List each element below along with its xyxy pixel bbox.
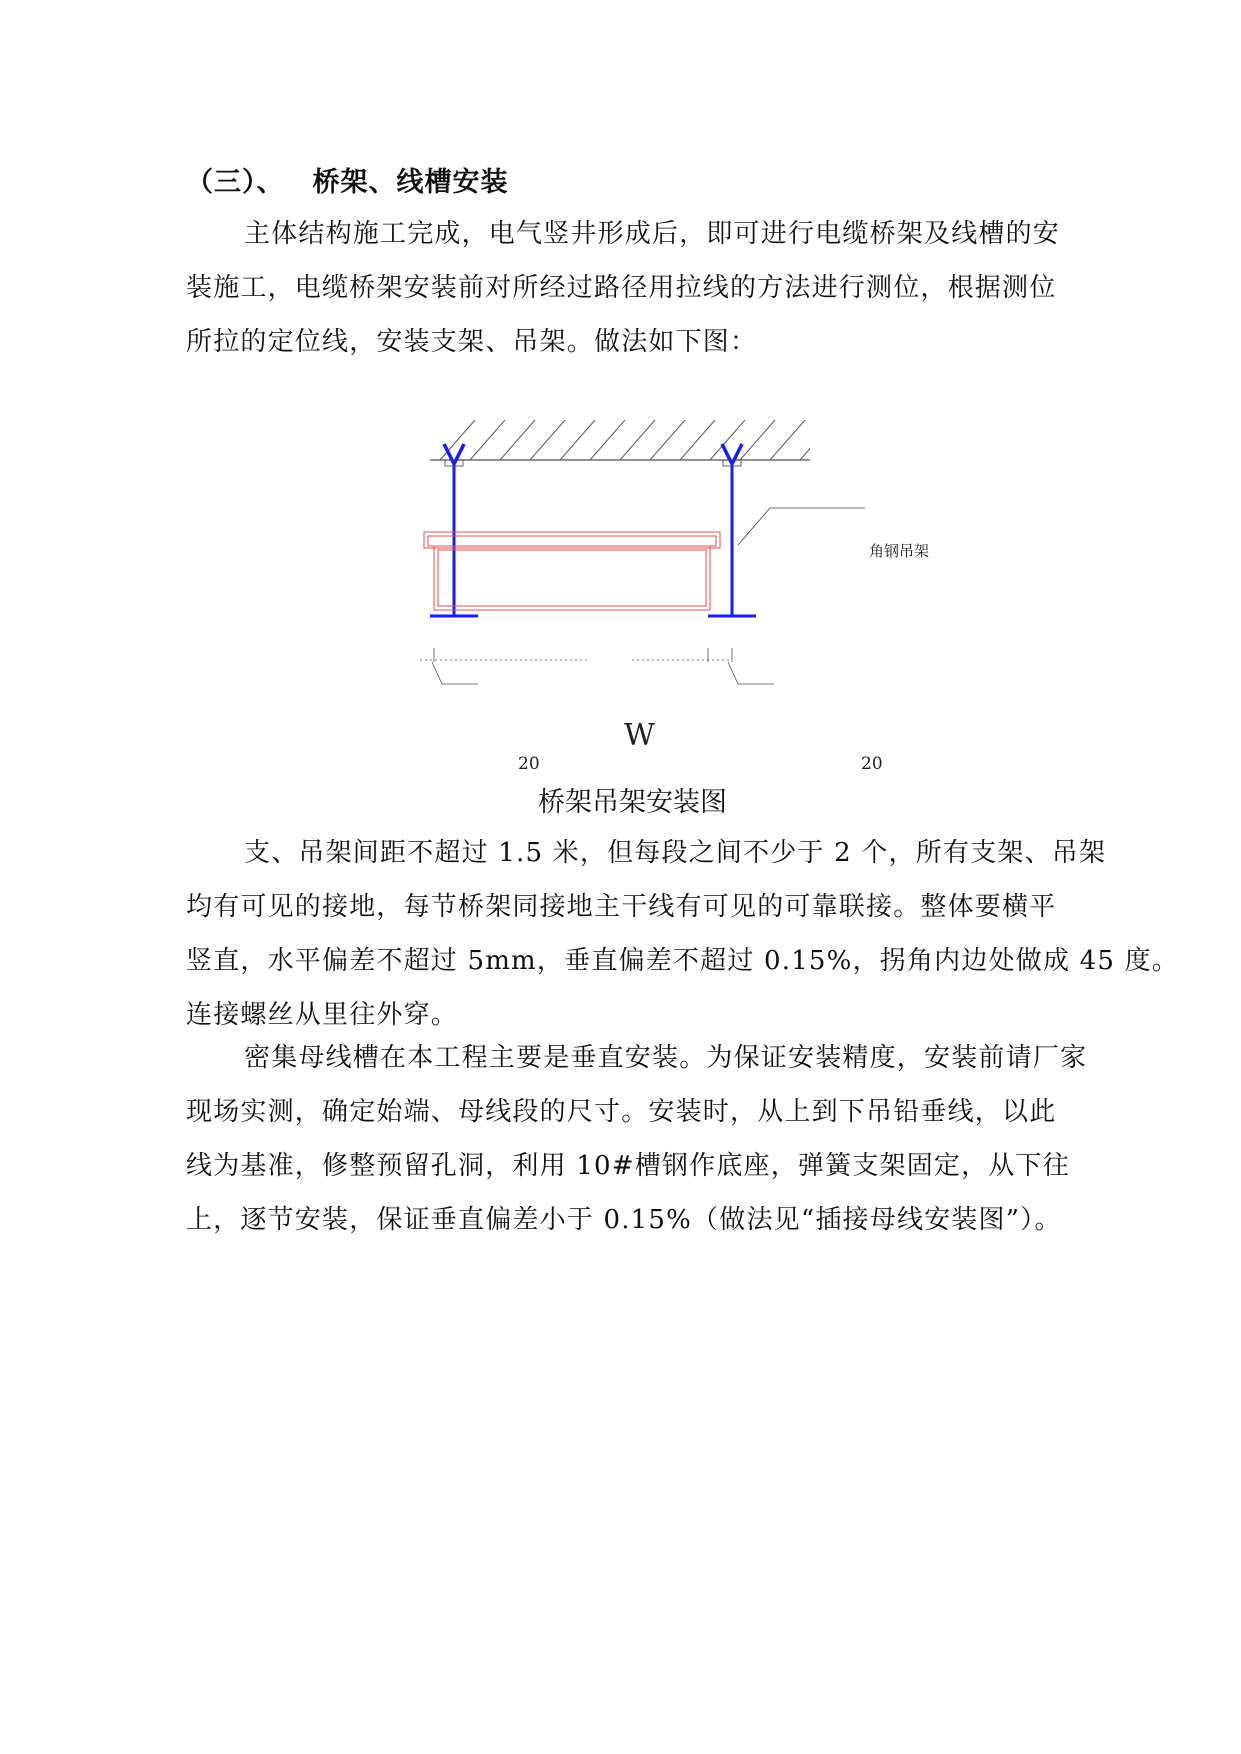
paragraph-line: 竖直，水平偏差不超过 5mm，垂直偏差不超过 0.15%，拐角内边处做成 45 度。 <box>186 946 1179 976</box>
width-dimension <box>420 648 774 684</box>
ceiling-hatch <box>440 420 835 460</box>
section-heading <box>186 160 509 199</box>
paragraph-line: 主体结构施工完成，电气竖井形成后，即可进行电缆桥架及线槽的安 <box>244 219 1061 249</box>
paragraph-line: 所拉的定位线，安装支架、吊架。做法如下图： <box>186 327 758 357</box>
paragraph-spacing <box>186 826 1179 1042</box>
paragraph-line: 均有可见的接地，每节桥架同接地主干线有可见的可靠联接。整体要横平 <box>186 892 1057 922</box>
paragraph-busway <box>186 1031 1116 1247</box>
section-title: 桥架、线槽安装 <box>312 167 509 198</box>
paragraph-line: 密集母线槽在本工程主要是垂直安装。为保证安装精度，安装前请厂家 <box>244 1043 1088 1073</box>
diagram-drawing <box>420 420 940 780</box>
paragraph-line: 现场实测，确定始端、母线段的尺寸。安装时，从上到下吊铅垂线，以此 <box>186 1097 1057 1127</box>
tray-hanger-diagram <box>420 420 940 780</box>
paragraph-intro <box>186 207 1116 369</box>
cable-tray <box>424 532 720 610</box>
left-hanger <box>430 444 478 616</box>
figure-caption: 桥架吊架安装图 <box>538 787 727 818</box>
paragraph-line: 线为基准，修整预留孔洞，利用 10#槽钢作底座，弹簧支架固定，从下往 <box>186 1151 1070 1181</box>
paragraph-line: 连接螺丝从里往外穿。 <box>186 1000 459 1030</box>
width-label: W <box>624 718 655 753</box>
section-number: （三）、 <box>186 167 285 198</box>
paragraph-line: 装施工，电缆桥架安装前对所经过路径用拉线的方法进行测位，根据测位 <box>186 273 1057 303</box>
paragraph-line: 支、吊架间距不超过 1.5 米，但每段之间不少于 2 个，所有支架、吊架 <box>244 838 1107 868</box>
dimension-left: 20 <box>518 754 540 774</box>
right-hanger <box>708 444 756 616</box>
hanger-leader-line <box>738 508 865 545</box>
hanger-label: 角钢吊架 <box>869 542 930 560</box>
paragraph-line: 上，逐节安装，保证垂直偏差小于 0.15%（做法见“插接母线安装图”）。 <box>186 1205 1062 1235</box>
dimension-right: 20 <box>861 754 883 774</box>
